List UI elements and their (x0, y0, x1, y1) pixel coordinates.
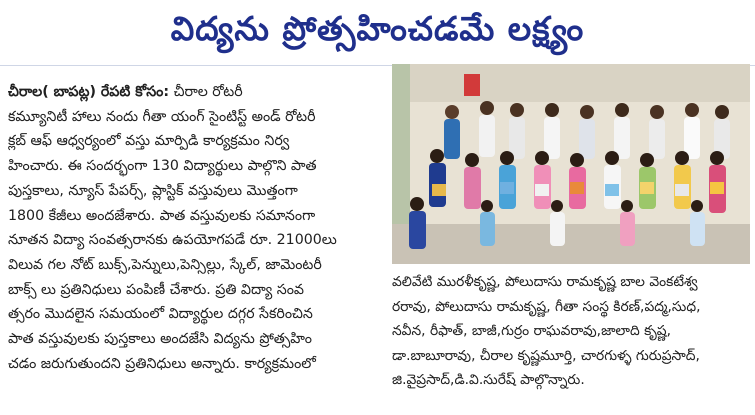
article-line: పుస్తకాలు, న్యూస్ పేపర్స్, ప్లాస్టిక్ వస్తువులు మొత్తంగా (8, 182, 298, 199)
article-line: హించారు. ఈ సందర్భంగా 130 విద్యార్థులు పాల్గొని పాత (8, 158, 317, 175)
article-line (8, 80, 380, 105)
article-line: క్లబ్ ఆఫ్ ఆధ్వర్యంలో వస్తు మార్పిడి కార్యక్రమం నిర్వ (8, 133, 290, 150)
article-line: రరావు, పోలుదాసు రామకృష్ణ, గీతా సంస్థ కిరణ్,పద్మ,సుధ, (392, 298, 701, 315)
group-photo (392, 64, 750, 264)
article-line: బాక్స్ లు ప్రతినిధులు పంపిణీ చేశారు. ప్రతి విద్యా సంవ (8, 281, 305, 298)
article-line-text: చీరాల రోటరీ (173, 84, 243, 100)
article-line: వలివేటి మురళీకృష్ణ, పోలుదాసు రామకృష్ణ బాల వెంకటేశ్వ (392, 274, 698, 290)
dateline: చీరాల( బాపట్ల) రేపటి కోసం: (8, 84, 170, 100)
headline-banner (0, 0, 755, 66)
article-line: కమ్యూనిటీ హాలు నందు గీతా యంగ్ సైంటిస్ట్ అండ్ రోటరీ (8, 108, 316, 125)
article-line: విలువ గల నోట్ బుక్స్,పెన్నులు,పెన్సిల్లు, స్కేల్, జామెంటరీ (8, 256, 322, 273)
article-line: నూతన విద్యా సంవత్సరానకు ఉపయోగపడే రూ. 21000లు (8, 232, 337, 249)
article-line: త్సరం మొదలైన సమయంలో విద్యార్థుల దగ్గర సేకరించిన (8, 306, 313, 323)
article-line: పాత వస్తువులకు పుస్తకాలు అందజేసి విద్యను ప్రోత్సహిం (8, 331, 312, 348)
group-photo-illustration (392, 64, 750, 264)
article-body-left (8, 80, 380, 410)
article-line: చడం జరుగుతుందని ప్రతినిధులు అన్నారు. కార్యక్రమంలో (8, 355, 316, 372)
article-line: నవీన, రీఫాత్, బాజీ,గుర్రం రాఘవరావు,జాలాది కృష్ణ, (392, 323, 672, 339)
article-body-right (392, 270, 750, 410)
article-line: డా.బాబూరావు, చీరాల కృష్ణమూర్తి, చారగుళ్ళ గురుప్రసాద్, (392, 347, 700, 364)
article-line: జి.వైప్రసాద్,డి.వి.సురేష్ పాల్గొన్నారు. (392, 372, 585, 388)
article-line: 1800 కేజీలు అందజేశారు. పాత వస్తువులకు సమానంగా (8, 207, 316, 224)
headline: విద్యను ప్రోత్సహించడమే లక్ష్యం (170, 9, 585, 48)
